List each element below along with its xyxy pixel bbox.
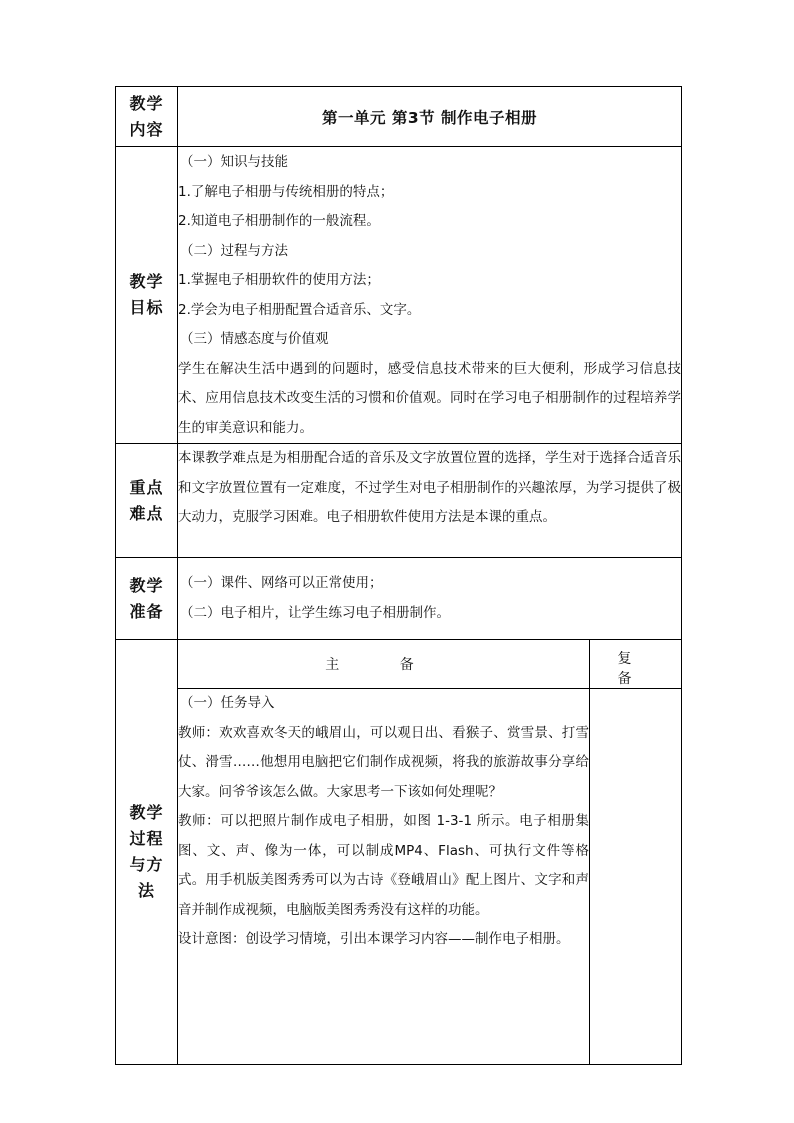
- key-points-label: 重点 难点: [116, 444, 178, 558]
- objectives-line: 1.了解电子相册与传统相册的特点；: [178, 183, 394, 200]
- lesson-plan-table: [115, 86, 682, 1065]
- process-content-row: [116, 689, 682, 1065]
- objectives-line: （三）情感态度与价值观: [180, 331, 329, 347]
- objectives-line: 1.掌握电子相册软件的使用方法；: [178, 272, 380, 288]
- process-line: （一）任务导入: [180, 695, 275, 711]
- objectives-row: [116, 147, 682, 444]
- process-paragraph: 教师：可以把照片制作成电子相册，如图 1-3-1 所示。电子相册集图、文、声、像为一体，可以制成MP4、Flash、可执行文件等格式。用手机版美图秀秀可以为古诗《登峨眉山》配上图片、文字和声音并制作成视频，电脑版美图秀秀没有这样的功能。: [178, 813, 589, 918]
- objectives-line: （一）知识与技能: [180, 154, 288, 170]
- process-paragraph: 教师：欢欢喜欢冬天的峨眉山，可以观日出、看猴子、赏雪景、打雪仗、滑雪……他想用电脑把它们制作成视频，将我的旅游故事分享给大家。问爷爷该怎么做。大家思考一下该如何处理呢？: [178, 724, 589, 800]
- process-header-row: [116, 640, 682, 689]
- preparation-line: （二）电子相片，让学生练习电子相册制作。: [180, 604, 450, 621]
- objectives-content: [178, 147, 682, 444]
- preparation-row: [116, 558, 682, 640]
- objectives-label: 教学 目标: [116, 147, 178, 444]
- main-prep-header: 主 备: [178, 640, 590, 689]
- preparation-content: [178, 558, 682, 640]
- header-row: [116, 87, 682, 147]
- objectives-line: （二）过程与方法: [180, 242, 288, 259]
- content-label: 教学 内容: [116, 87, 178, 147]
- review-prep-header: 复 备: [590, 640, 682, 689]
- process-label: 教学 过程 与方 法: [116, 640, 178, 1065]
- preparation-line: （一）课件、网络可以正常使用；: [180, 575, 383, 591]
- review-prep-cell: [590, 689, 682, 1065]
- preparation-label: 教学 准备: [116, 558, 178, 640]
- key-points-text: 本课教学难点是为相册配合适的音乐及文字放置位置的选择，学生对于选择合适音乐和文字放置位置有一定难度，不过学生对电子相册制作的兴趣浓厚，为学习提供了极大动力，克服学习困难。电子相册软件使用方法是本课的重点。: [178, 450, 681, 525]
- objectives-line: 2.学会为电子相册配置合适音乐、文字。: [178, 301, 421, 318]
- key-points-row: [116, 444, 682, 558]
- process-content: [178, 689, 590, 1065]
- key-points-content: [178, 444, 682, 558]
- objectives-line: 2.知道电子相册制作的一般流程。: [178, 213, 380, 229]
- process-paragraph: 设计意图：创设学习情境，引出本课学习内容——制作电子相册。: [178, 931, 570, 947]
- lesson-title: 第一单元 第3节 制作电子相册: [178, 87, 682, 147]
- objectives-paragraph: 学生在解决生活中遇到的问题时，感受信息技术带来的巨大便利，形成学习信息技术、应用信息技术改变生活的习惯和价值观。同时在学习电子相册制作的过程培养学生的审美意识和能力。: [178, 360, 681, 436]
